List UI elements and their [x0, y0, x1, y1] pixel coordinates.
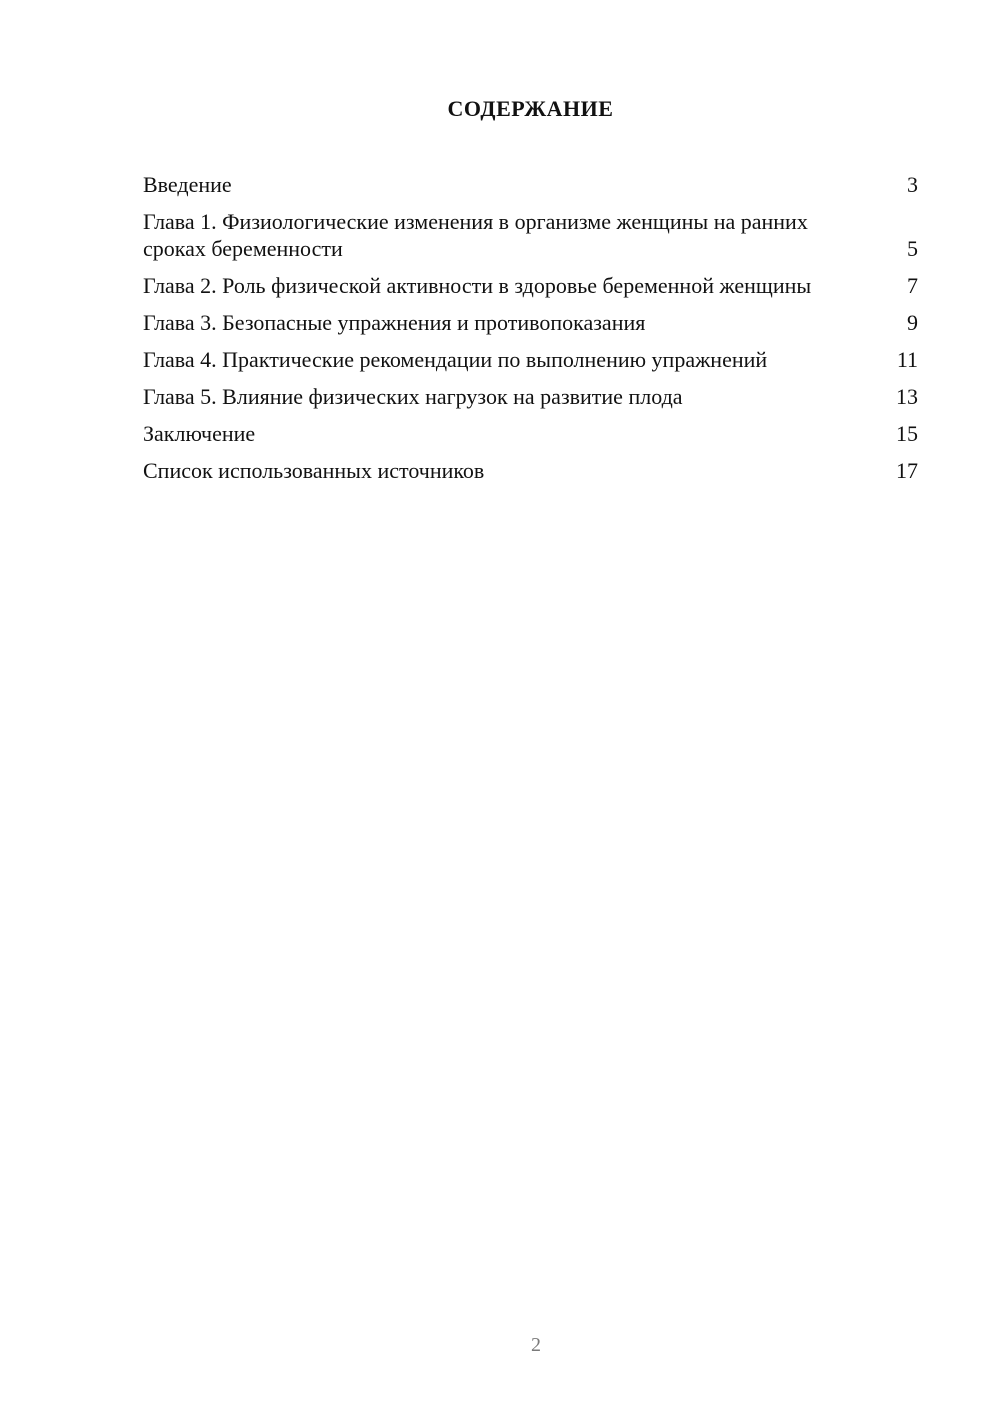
page-number: 2 — [531, 1334, 541, 1356]
toc-entry-text: Глава 1. Физиологические изменения в организме женщины на ранних сроках беременности — [143, 209, 808, 261]
toc-entry-text: Глава 4. Практические рекомендации по выполнению упражнений — [143, 347, 768, 372]
toc-title: СОДЕРЖАНИЕ — [447, 96, 614, 121]
toc-entry-page: 5 — [907, 236, 918, 261]
toc-entry-introduction[interactable] — [143, 171, 918, 198]
toc-entry-page: 11 — [896, 347, 918, 372]
toc-entry-text: Глава 2. Роль физической активности в здоровье беременной женщины — [143, 273, 812, 298]
toc-entry-page: 3 — [907, 172, 918, 197]
toc-entry-chapter-2[interactable] — [143, 272, 918, 299]
toc-entry-text: Список использованных источников — [143, 458, 485, 483]
toc-entry-chapter-4[interactable] — [143, 346, 918, 373]
toc-entry-text: Глава 3. Безопасные упражнения и противопоказания — [143, 310, 646, 335]
toc-entry-chapter-1[interactable] — [143, 208, 918, 262]
toc-entry-text: Глава 5. Влияние физических нагрузок на развитие плода — [143, 384, 683, 409]
toc-entry-page: 15 — [896, 421, 918, 446]
toc-entry-page: 17 — [896, 458, 918, 483]
toc-entry-text: Введение — [143, 172, 232, 197]
table-of-contents — [143, 171, 918, 494]
toc-entry-page: 13 — [896, 384, 918, 409]
toc-entry-page: 9 — [907, 310, 918, 335]
toc-entry-page: 7 — [907, 273, 918, 298]
toc-entry-chapter-5[interactable] — [143, 383, 918, 410]
toc-entry-references[interactable] — [143, 457, 918, 484]
toc-entry-text: Заключение — [143, 421, 256, 446]
toc-entry-chapter-3[interactable] — [143, 309, 918, 336]
toc-entry-conclusion[interactable] — [143, 420, 918, 447]
